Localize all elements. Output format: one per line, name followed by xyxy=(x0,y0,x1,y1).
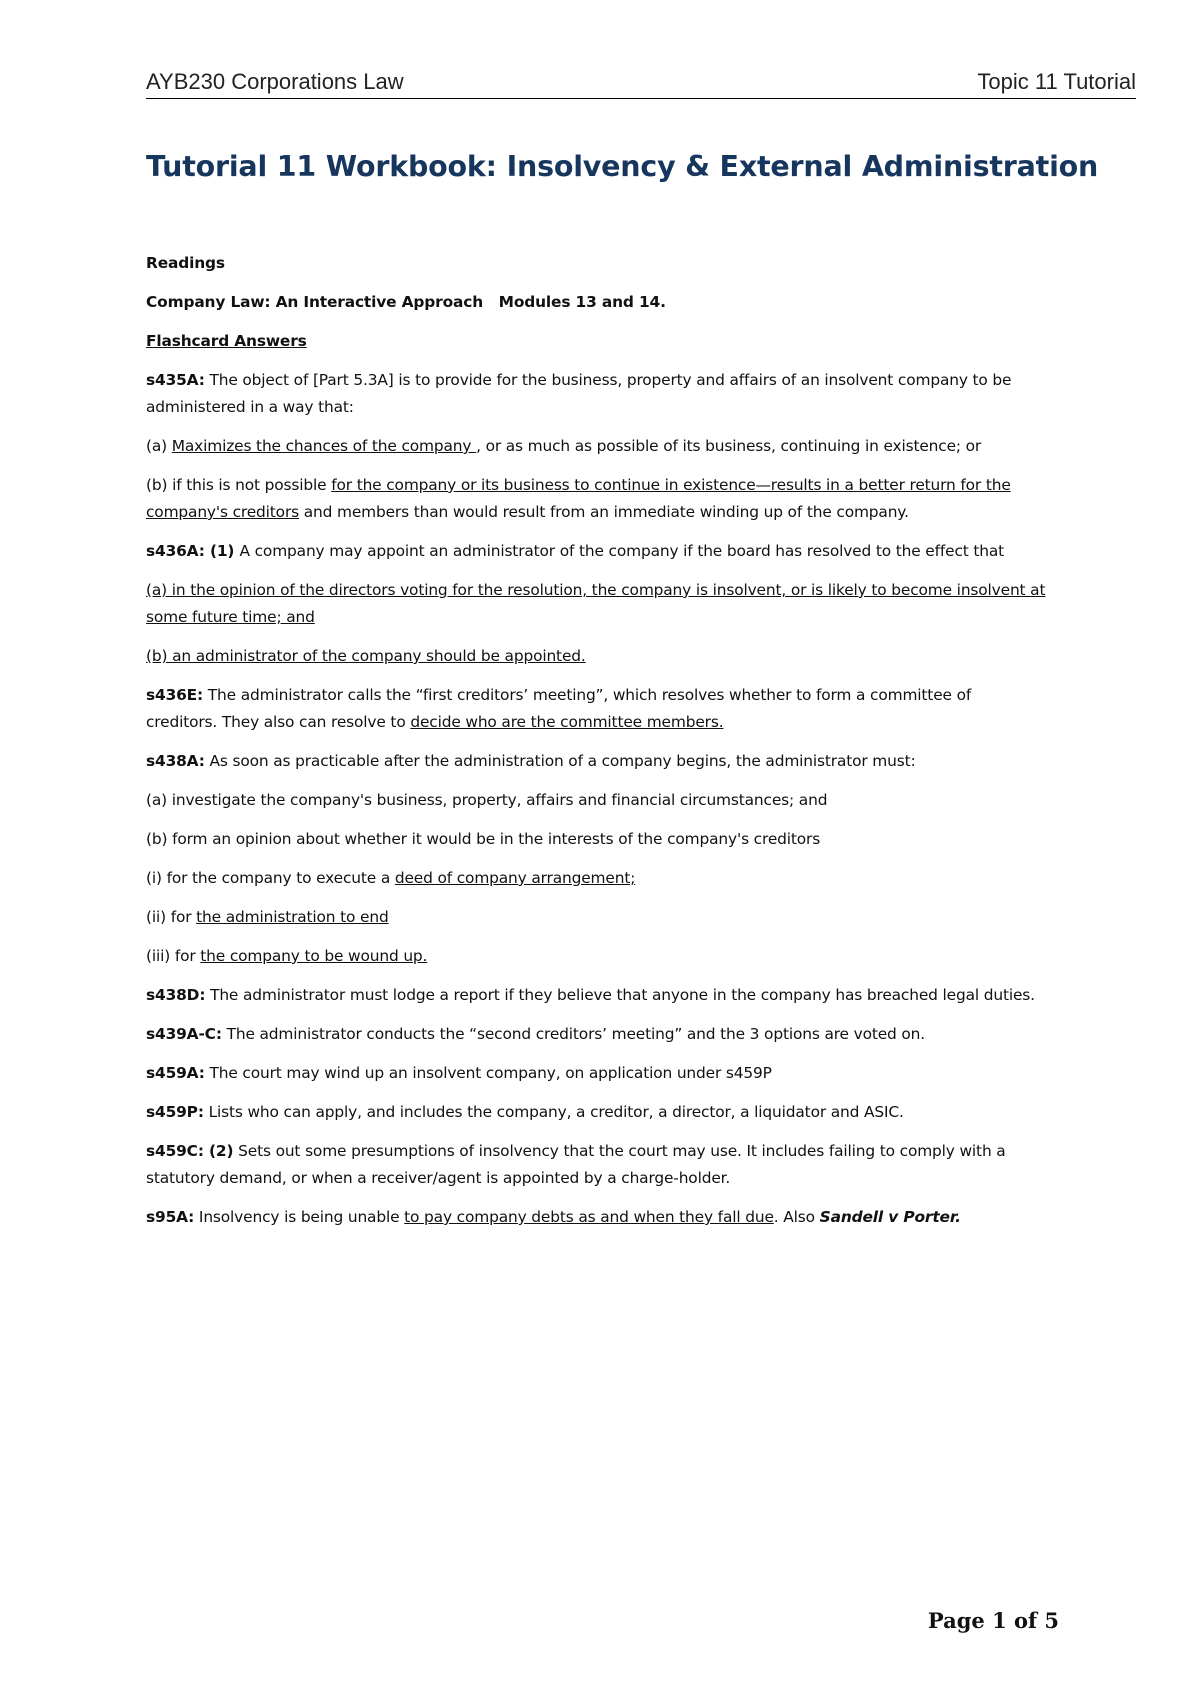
readings-line xyxy=(146,289,1046,316)
s438a-paragraph xyxy=(146,748,1046,775)
s439ac-ref: s439A-C: xyxy=(146,1025,222,1043)
s438d-paragraph xyxy=(146,982,1046,1009)
s439ac-paragraph xyxy=(146,1021,1046,1048)
s438d-text: The administrator must lodge a report if they believe that anyone in the company has breached legal duties. xyxy=(205,986,1035,1004)
s436a-a-text: (a) in the opinion of the directors voting for the resolution, the company is insolvent, or is likely to become insolvent at some future time; and xyxy=(146,581,1046,626)
s438a-item-ii xyxy=(146,904,1046,931)
s95a-underlined: to pay company debts as and when they fall due xyxy=(404,1208,774,1226)
s438a-iii-prefix: (iii) for xyxy=(146,947,201,965)
s438a-b-text: (b) form an opinion about whether it would be in the interests of the company's creditors xyxy=(146,830,821,848)
header-topic: Topic 11 Tutorial xyxy=(977,69,1136,94)
page-number xyxy=(928,1608,1059,1633)
flashcard-heading xyxy=(146,328,1046,355)
s459c-ref: s459C: xyxy=(146,1142,204,1160)
s435a-item-a xyxy=(146,433,1046,460)
s435a-ref: s435A: xyxy=(146,371,205,389)
s435a-b-underlined: for the company or its business to continue in existence—results in a better return for the company's creditors xyxy=(146,476,1011,521)
s438a-item-i xyxy=(146,865,1046,892)
s95a-rest: . Also xyxy=(773,1208,820,1226)
s435a-a-prefix: (a) xyxy=(146,437,172,455)
s438a-ii-underlined: the administration to end xyxy=(196,908,389,926)
running-header xyxy=(146,70,1136,99)
s459p-paragraph xyxy=(146,1099,1046,1126)
s459c-num: (2) xyxy=(203,1142,234,1160)
s95a-text: Insolvency is being unable xyxy=(194,1208,405,1226)
s436a-ref: s436A: xyxy=(146,542,205,560)
s438a-text: As soon as practicable after the administration of a company begins, the administrator must: xyxy=(204,752,916,770)
s438a-ref: s438A: xyxy=(146,752,205,770)
s438a-iii-underlined: the company to be wound up. xyxy=(200,947,428,965)
s459c-text: Sets out some presumptions of insolvency that the court may use. It includes failing to comply with a statutory demand, or when a receiver/agent is appointed by a charge-holder. xyxy=(146,1142,1006,1187)
s459c-paragraph xyxy=(146,1138,1046,1192)
s436a-item-a xyxy=(146,577,1046,631)
readings-heading xyxy=(146,250,1046,277)
s435a-a-underlined: Maximizes the chances of the company xyxy=(171,437,477,455)
s438d-ref: s438D: xyxy=(146,986,206,1004)
page-number-current: 1 xyxy=(992,1608,1007,1633)
s436e-ref: s436E: xyxy=(146,686,204,704)
s435a-paragraph xyxy=(146,367,1046,421)
page-number-total: 5 xyxy=(1044,1608,1059,1633)
s436a-b-text: (b) an administrator of the company should be appointed. xyxy=(146,647,586,665)
s436a-item-b xyxy=(146,643,1046,670)
s438a-ii-prefix: (ii) for xyxy=(146,908,197,926)
page-number-prefix: Page xyxy=(927,1608,993,1633)
readings-modules: Modules 13 and 14. xyxy=(498,293,666,311)
document-body xyxy=(146,250,1046,1243)
s438a-i-underlined: deed of company arrangement; xyxy=(394,869,636,887)
s435a-a-rest: , or as much as possible of its business, continuing in existence; or xyxy=(476,437,982,455)
s435a-b-prefix: (b) if this is not possible xyxy=(146,476,332,494)
page-number-mid: of xyxy=(1006,1608,1045,1633)
s438a-a-text: (a) investigate the company's business, property, affairs and financial circumstances; and xyxy=(146,791,828,809)
s95a-case-name: Sandell v Porter. xyxy=(819,1208,961,1226)
s438a-item-iii xyxy=(146,943,1046,970)
s435a-item-b xyxy=(146,472,1046,526)
s459a-paragraph xyxy=(146,1060,1046,1087)
s95a-paragraph xyxy=(146,1204,1046,1231)
s95a-ref: s95A: xyxy=(146,1208,195,1226)
s439ac-text: The administrator conducts the “second creditors’ meeting” and the 3 options are voted on. xyxy=(221,1025,926,1043)
s436a-num: (1) xyxy=(204,542,240,560)
page-title: Tutorial 11 Workbook: Insolvency & External Administration xyxy=(146,150,1099,183)
s436e-text: The administrator calls the “first creditors’ meeting”, which resolves whether to form a committee of creditors. They also can resolve to xyxy=(146,686,972,731)
readings-heading-text: Readings xyxy=(146,254,225,272)
flashcard-heading-text: Flashcard Answers xyxy=(146,332,307,350)
s459a-text: The court may wind up an insolvent company, on application under s459P xyxy=(204,1064,772,1082)
s436a-text: A company may appoint an administrator of the company if the board has resolved to the effect that xyxy=(239,542,1005,560)
readings-book: Company Law: An Interactive Approach xyxy=(146,293,484,311)
s438a-item-b xyxy=(146,826,1046,853)
s436e-underlined: decide who are the committee members. xyxy=(410,713,724,731)
s438a-item-a xyxy=(146,787,1046,814)
s436a-paragraph xyxy=(146,538,1046,565)
header-course: AYB230 Corporations Law xyxy=(146,69,404,94)
s459p-text: Lists who can apply, and includes the company, a creditor, a director, a liquidator and ASIC. xyxy=(203,1103,904,1121)
s435a-b-rest: and members than would result from an immediate winding up of the company. xyxy=(299,503,909,521)
s459p-ref: s459P: xyxy=(146,1103,204,1121)
s438a-i-prefix: (i) for the company to execute a xyxy=(146,869,395,887)
s435a-intro: The object of [Part 5.3A] is to provide for the business, property and affairs of an insolvent company to be administered in a way that: xyxy=(146,371,1012,416)
s436e-paragraph xyxy=(146,682,1046,736)
s459a-ref: s459A: xyxy=(146,1064,205,1082)
